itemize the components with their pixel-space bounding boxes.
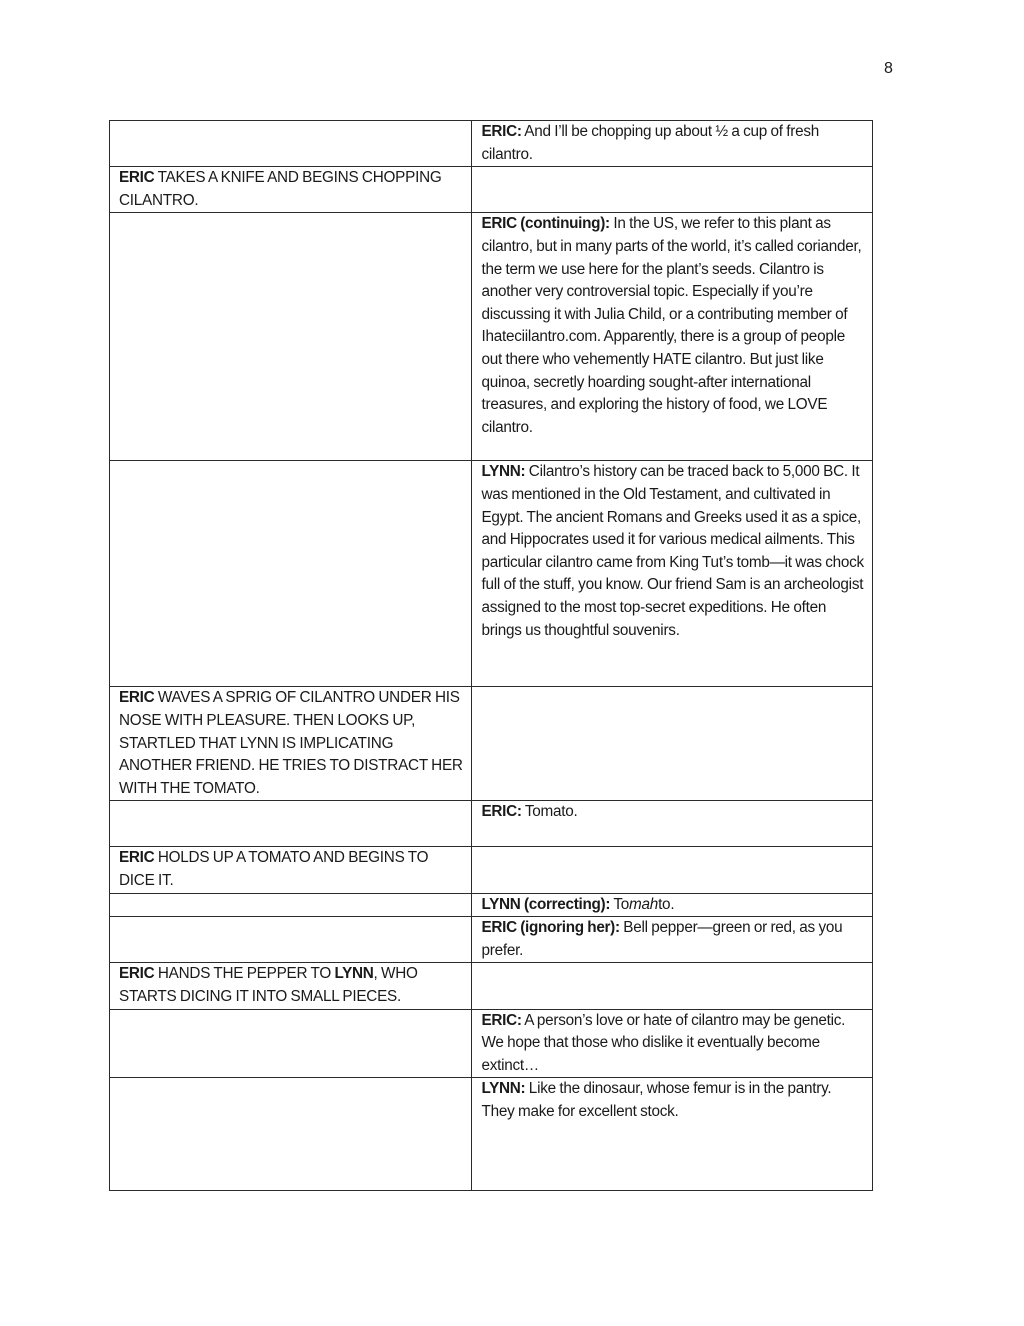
- dialogue-text: Cilantro’s history can be traced back to 5,000 BC. It was mentioned in the Old Testament, and cultivated in Egypt. The ancient Romans and Greeks used it as a spice, and Hippocrates used it for various medical ailments. This particular cilantro came from King Tut’s tomb—it was chock full of the stuff, you know. Our friend Sam is an archeologist assigned to the most top-secret expeditions. He often brings us thoughtful souvenirs.: [481, 463, 864, 639]
- action-cell: [110, 461, 472, 687]
- action-text: HANDS THE PEPPER TO: [154, 965, 335, 983]
- dialogue-cell: [472, 917, 873, 963]
- action-cell: [110, 893, 472, 917]
- action-text: TAKES A KNIFE AND BEGINS CHOPPING CILANTRO.: [119, 169, 442, 209]
- action-text: , WHO STARTS DICING IT INTO SMALL PIECES.: [119, 965, 418, 1005]
- table-row: [110, 1078, 873, 1191]
- dialogue-cell: [472, 847, 873, 893]
- emphasis-text: mah: [629, 895, 659, 913]
- speaker-name: ERIC: [119, 965, 155, 983]
- table-row: [110, 1009, 873, 1078]
- dialogue-cell: [472, 963, 873, 1009]
- table-row: [110, 167, 873, 213]
- dialogue-cell: [472, 213, 873, 461]
- script-table: [109, 120, 873, 1191]
- speaker-name: LYNN: [334, 965, 374, 983]
- dialogue-cell: [472, 801, 873, 847]
- dialogue-text: And I’ll be chopping up about ½ a cup of fresh cilantro.: [481, 123, 820, 163]
- table-row: [110, 847, 873, 893]
- table-row: [110, 687, 873, 801]
- dialogue-text: To: [610, 895, 630, 913]
- dialogue-text: Bell pepper—green or red, as you prefer.: [481, 919, 843, 959]
- table-row: [110, 213, 873, 461]
- speaker-name: ERIC:: [481, 1011, 522, 1029]
- action-cell: [110, 963, 472, 1009]
- table-row: [110, 917, 873, 963]
- action-text: WAVES A SPRIG OF CILANTRO UNDER HIS NOSE WITH PLEASURE. THEN LOOKS UP, STARTLED THAT LYNN IS IMPLICATING ANOTHER FRIEND. HE TRIES TO DISTRACT HER WITH THE TOMATO.: [119, 689, 463, 797]
- speaker-name: ERIC: [119, 169, 155, 187]
- table-row: [110, 801, 873, 847]
- dialogue-text: Like the dinosaur, whose femur is in the pantry. They make for excellent stock.: [481, 1080, 832, 1120]
- action-text: HOLDS UP A TOMATO AND BEGINS TO DICE IT.: [119, 849, 429, 889]
- action-cell: [110, 847, 472, 893]
- dialogue-text: In the US, we refer to this plant as cilantro, but in many parts of the world, it’s called coriander, the term we use here for the plant’s seeds. Cilantro is another very controversial topic. Especially if you’re discussing it with Julia Child, or a contributing member of Ihateciilantro.com. Apparently, there is a group of people out there who vehemently HATE cilantro. But just like quinoa, secretly hoarding sought-after international treasures, and exploring the history of food, we LOVE cilantro.: [481, 215, 862, 436]
- table-row: [110, 121, 873, 167]
- action-cell: [110, 121, 472, 167]
- action-cell: [110, 687, 472, 801]
- dialogue-cell: [472, 1078, 873, 1191]
- speaker-name: ERIC: [119, 689, 155, 707]
- dialogue-cell: [472, 121, 873, 167]
- action-cell: [110, 801, 472, 847]
- action-cell: [110, 167, 472, 213]
- speaker-name: LYNN:: [481, 463, 526, 481]
- table-row: [110, 963, 873, 1009]
- table-row: [110, 461, 873, 687]
- action-cell: [110, 917, 472, 963]
- dialogue-cell: [472, 687, 873, 801]
- speaker-name: ERIC:: [481, 123, 522, 140]
- speaker-name: ERIC (ignoring her):: [481, 919, 620, 937]
- page-number: 8: [884, 60, 894, 77]
- speaker-name: LYNN (correcting):: [481, 895, 611, 913]
- dialogue-cell: [472, 167, 873, 213]
- dialogue-text: to.: [658, 895, 675, 913]
- action-cell: [110, 213, 472, 461]
- dialogue-text: A person’s love or hate of cilantro may be genetic. We hope that those who dislike it eventually become extinct…: [481, 1011, 846, 1074]
- speaker-name: ERIC (continuing):: [481, 215, 610, 233]
- dialogue-cell: [472, 461, 873, 687]
- speaker-name: ERIC: [119, 849, 155, 867]
- dialogue-cell: [472, 1009, 873, 1078]
- action-cell: [110, 1078, 472, 1191]
- dialogue-cell: [472, 893, 873, 917]
- dialogue-text: Tomato.: [521, 803, 578, 821]
- speaker-name: ERIC:: [481, 803, 522, 821]
- table-row: [110, 893, 873, 917]
- speaker-name: LYNN:: [481, 1080, 526, 1098]
- action-cell: [110, 1009, 472, 1078]
